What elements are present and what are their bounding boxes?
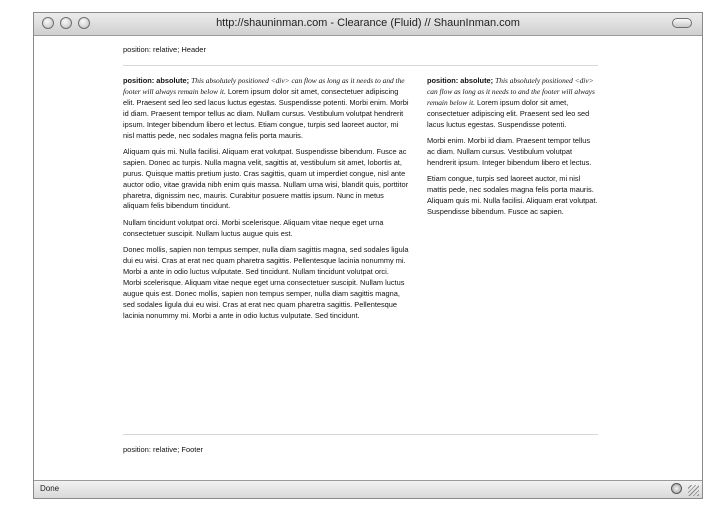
footer-label: position: relative; Footer — [123, 445, 204, 454]
resize-grip-icon[interactable] — [688, 485, 699, 496]
sidebar-lead-paragraph — [427, 76, 598, 131]
main-lead-paragraph — [123, 76, 409, 141]
main-lead-italic: This absolutely positioned <div> can flow as long as it needs to and the footer will always remain below it. — [123, 76, 405, 96]
main-column — [123, 76, 409, 327]
status-text: Done — [40, 484, 60, 493]
browser-window — [33, 12, 703, 499]
sidebar-paragraph: Morbi enim. Morbi id diam. Praesent tempor tellus ac diam. Nullam cursus. Vestibulum volutpat hendrerit ipsum. Integer bibendum libero et lectus. — [427, 136, 592, 167]
main-lead-label: position: absolute; — [123, 76, 190, 85]
status-bar — [34, 480, 702, 498]
title-bar[interactable] — [34, 13, 702, 36]
activity-icon[interactable] — [671, 483, 682, 494]
header-divider — [123, 65, 598, 66]
sidebar-lead-label: position: absolute; — [427, 76, 494, 85]
main-paragraph: Aliquam quis mi. Nulla facilisi. Aliquam erat volutpat. Suspendisse bibendum. Fusce ac sapien. Donec ac turpis. Nulla magna velit, sagittis at, vestibulum sit amet, lobortis at, purus. Quisque mattis pretium justo. Cras sagittis, quam ut imperdiet congue, nisl ante auctor odio, vitae gravida nibh enim quis massa. Nullam urna wisi, blandit quis, porttitor pharetra, dignissim nec, mauris. Curabitur posuere mattis ipsum. Nunc in metus aliquam felis bibendum tincidunt. — [123, 146, 409, 211]
main-paragraph: Nullam tincidunt volutpat orci. Morbi scelerisque. Aliquam vitae neque eget urna consectetuer suscipit. Nullam luctus augue quis est. — [123, 217, 384, 238]
sidebar-lead-rest: Lorem ipsum dolor sit amet, consectetuer adipiscing elit. Praesent sed leo sed lacus luctus egestas. Suspendisse potenti. — [427, 97, 590, 129]
header-label: position: relative; Header — [123, 45, 206, 54]
main-lead-rest: Lorem ipsum dolor sit amet, consectetuer adipiscing elit. Praesent sed leo sed lacus luctus egestas. Suspendisse potenti. Morbi enim. Morbi id diam. Praesent tempor tellus ac diam. Nullam cursus. Vestibulum volutpat hendrerit ipsum. Integer bibendum libero et lectus. Etiam congue, turpis sed laoreet auctor, mi nisl mattis pede, nec sodales magna felis porta mauris. — [123, 86, 409, 140]
toolbar-toggle-button[interactable] — [672, 18, 692, 28]
sidebar-paragraph: Etiam congue, turpis sed laoreet auctor, mi nisl mattis pede, nec sodales magna felis porta mauris. Aliquam quis mi. Nulla facilisi. Aliquam erat volutpat. Suspendisse bibendum. Fusce ac sapien. — [427, 174, 598, 216]
sidebar-column — [427, 76, 598, 223]
sidebar-lead-italic: This absolutely positioned <div> can flow as long as it needs to and the footer will always remain below it. — [427, 76, 595, 107]
footer-divider — [123, 434, 598, 435]
main-paragraph: Donec mollis, sapien non tempus semper, nulla diam sagittis magna, sed sodales ligula dui eu wisi. Cras at erat nec quam pharetra sagittis. Pellentesque lacinia nonummy mi. Morbi a ante in odio luctus vulputate. Sed tincidunt. Nullam tincidunt volutpat orci. Morbi scelerisque. Aliquam vitae neque eget urna consectetuer suscipit. Nullam luctus augue quis est. Donec mollis, sapien non tempus semper, nulla diam sagittis magna, sed sodales ligula dui eu wisi. Cras at erat nec quam pharetra sagittis. Pellentesque lacinia nonummy mi. Morbi a ante in odio luctus vulputate. Sed tincidunt. — [123, 245, 409, 320]
page-viewport — [34, 36, 702, 480]
window-title: http://shauninman.com - Clearance (Fluid) // ShaunInman.com — [216, 17, 520, 29]
